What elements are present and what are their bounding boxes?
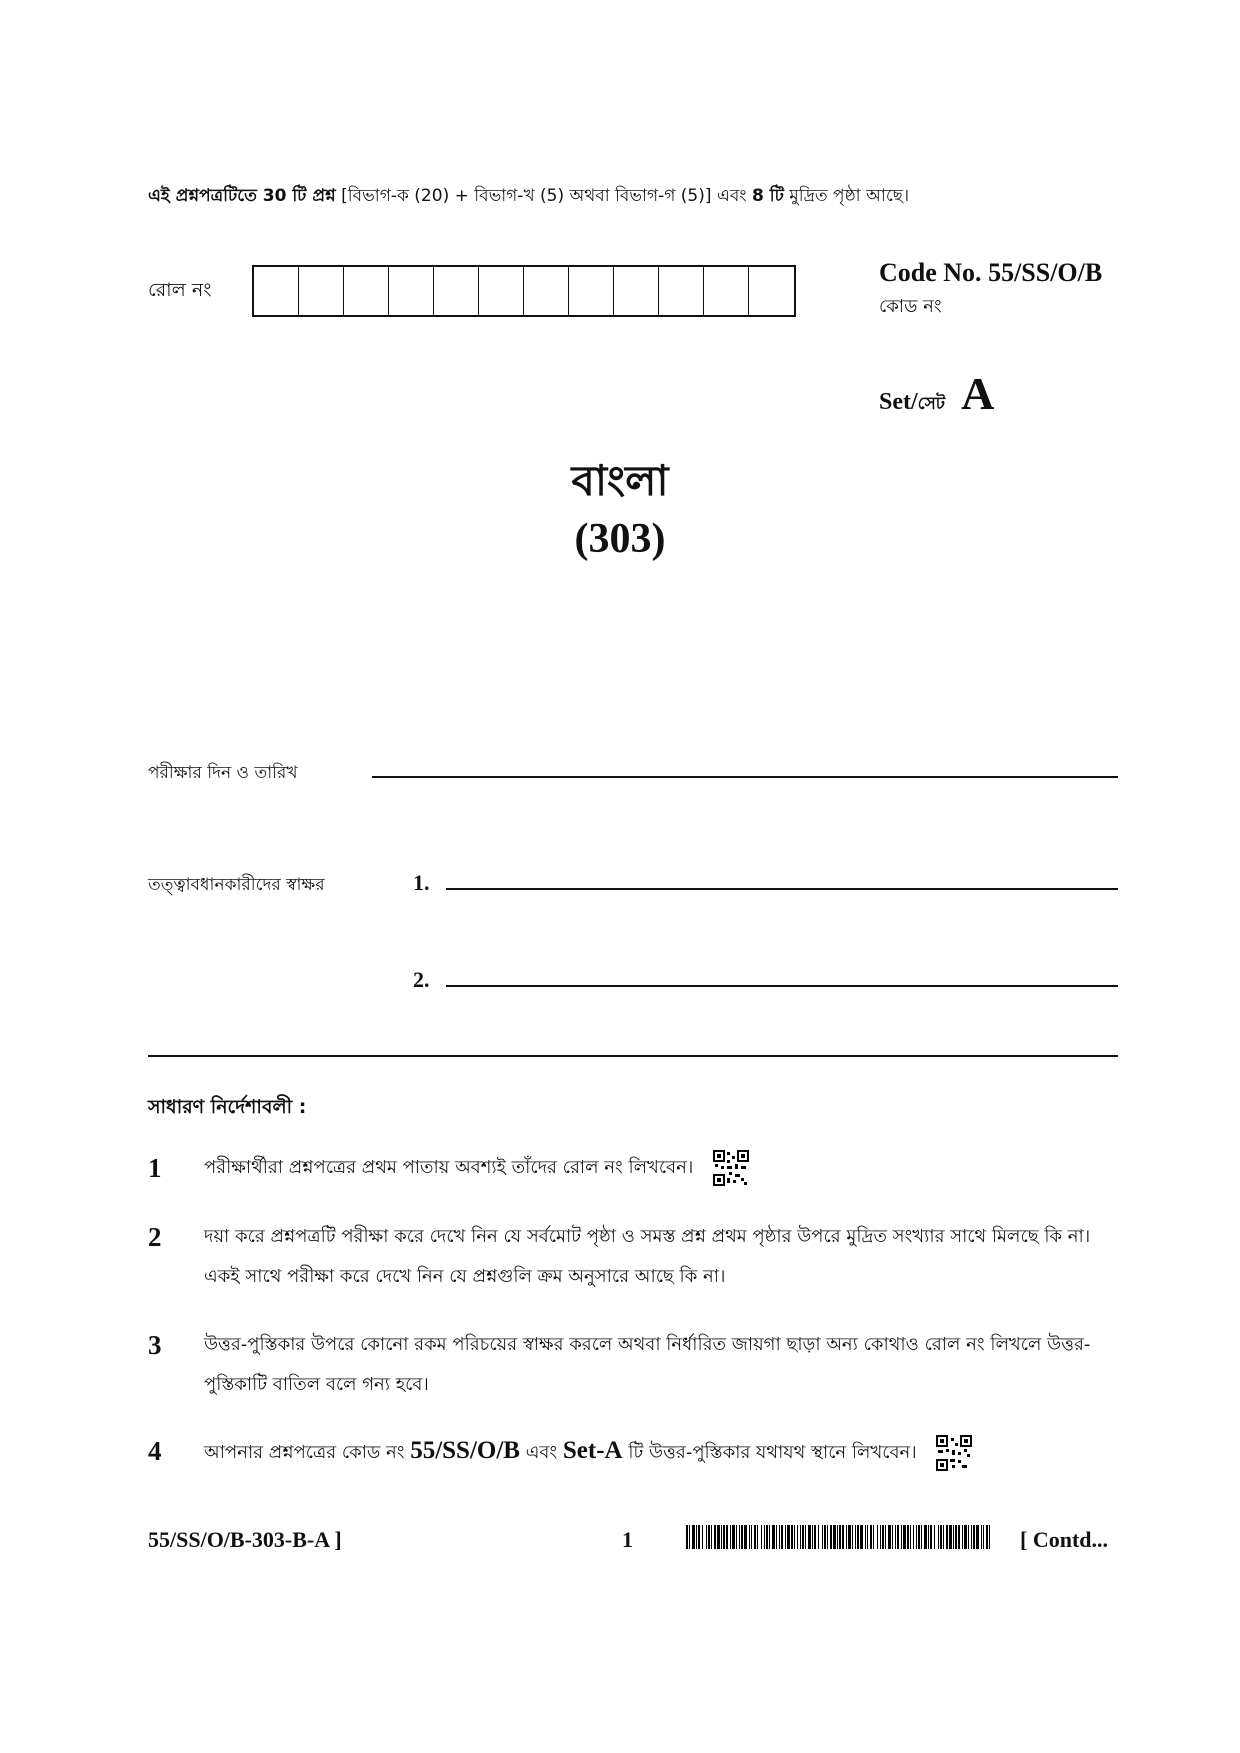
note-pages: 8 টি xyxy=(752,186,784,206)
roll-number-box[interactable] xyxy=(569,267,614,315)
roll-number-box[interactable] xyxy=(524,267,569,315)
subject-title: বাংলা xyxy=(571,456,669,505)
code-number xyxy=(879,258,1102,288)
instruction-text xyxy=(204,1431,972,1473)
set-block xyxy=(879,367,994,420)
instruction-4-text-c: টি উত্তর-পুস্তিকার যথাযথ স্থানে লিখবেন। xyxy=(628,1442,917,1463)
roll-number-box[interactable] xyxy=(659,267,704,315)
note-suffix: মুদ্রিত পৃষ্ঠা আছে। xyxy=(789,186,910,206)
note-body: [বিভাগ-ক (20) + বিভাগ-খ (5) অথবা বিভাগ-গ (5)] এবং xyxy=(341,186,747,206)
instruction-text xyxy=(204,1148,749,1188)
set-label-bengali: সেট xyxy=(917,394,946,414)
instruction-3-text: উত্তর-পুস্তিকার উপরে কোনো রকম পরিচয়ের স্বাক্ষর করলে অথবা নির্ধারিত জায়গা ছাড়া অন্য কোথাও রোল নং লিখলে উত্তর-পুস্তিকাটি বাতিল বলে গন্য হবে। xyxy=(204,1334,1091,1395)
code-label-bengali: কোড নং xyxy=(879,296,942,317)
instruction-number: 4 xyxy=(148,1436,162,1466)
instruction-number: 2 xyxy=(148,1222,162,1252)
roll-number-box[interactable] xyxy=(254,267,299,315)
signature-2-line[interactable] xyxy=(446,985,1118,987)
instruction-1-text: পরীক্ষার্থীরা প্রশ্নপত্রের প্রথম পাতায় অবশ্যই তাঁদের রোল নং লিখবেন। xyxy=(204,1157,694,1178)
continued-label: [ Contd... xyxy=(1020,1527,1109,1552)
instruction-number: 1 xyxy=(148,1153,162,1183)
signature-1-line[interactable] xyxy=(446,888,1118,890)
roll-number-box[interactable] xyxy=(704,267,749,315)
instruction-item xyxy=(148,1222,1118,1297)
roll-number-box[interactable] xyxy=(479,267,524,315)
roll-number-boxes xyxy=(252,265,796,317)
roll-number-box[interactable] xyxy=(434,267,479,315)
instruction-number: 3 xyxy=(148,1330,162,1360)
section-divider xyxy=(148,1055,1118,1057)
exam-date-line[interactable] xyxy=(372,776,1118,778)
instruction-item xyxy=(148,1436,1118,1473)
roll-number-label: রোল নং xyxy=(148,279,212,301)
set-value: A xyxy=(961,368,995,419)
instruction-4-set: Set-A xyxy=(562,1437,623,1464)
qr-code-icon xyxy=(713,1150,749,1186)
roll-number-box[interactable] xyxy=(749,267,794,315)
instruction-4-text-a: আপনার প্রশ্নপত্রের কোড নং xyxy=(204,1442,405,1463)
instructions-heading: সাধারণ নির্দেশাবলী : xyxy=(148,1096,307,1118)
question-paper-note xyxy=(148,183,909,211)
supervisor-signature-label: তত্ত্বাবধানকারীদের স্বাক্ষর xyxy=(148,875,325,895)
exam-date-label: পরীক্ষার দিন ও তারিখ xyxy=(148,763,298,783)
instruction-4-text-b: এবং xyxy=(525,1442,558,1463)
qr-code-icon xyxy=(936,1435,972,1471)
code-block xyxy=(879,258,1102,323)
page-number: 1 xyxy=(622,1527,633,1552)
roll-number-box[interactable] xyxy=(299,267,344,315)
barcode-icon xyxy=(686,1525,991,1549)
roll-number-box[interactable] xyxy=(389,267,434,315)
signature-1-number: 1. xyxy=(413,870,430,895)
footer-paper-code: 55/SS/O/B-303-B-A ] xyxy=(148,1527,342,1552)
instruction-2-text: দয়া করে প্রশ্নপত্রটি পরীক্ষা করে দেখে নিন যে সর্বমোট পৃষ্ঠা ও সমস্ত প্রশ্ন প্রথম পৃষ্ঠার উপরে মুদ্রিত সংখ্যার সাথে মিলছে কি না। একই সাথে পরীক্ষা করে দেখে নিন যে প্রশ্নগুলি ক্রম অনুসারে আছে কি না। xyxy=(204,1226,1091,1287)
signature-2-number: 2. xyxy=(413,967,430,992)
instruction-item xyxy=(148,1330,1118,1405)
instruction-item xyxy=(148,1153,1118,1188)
set-label: Set/ xyxy=(879,389,918,415)
roll-number-box[interactable] xyxy=(614,267,659,315)
subject-code: (303) xyxy=(574,516,666,562)
code-label: Code No. xyxy=(879,258,982,287)
code-value: 55/SS/O/B xyxy=(988,258,1103,287)
note-prefix: এই প্রশ্নপত্রটিতে 30 টি প্রশ্ন xyxy=(148,186,336,206)
roll-number-box[interactable] xyxy=(344,267,389,315)
instruction-4-code: 55/SS/O/B xyxy=(410,1437,520,1464)
